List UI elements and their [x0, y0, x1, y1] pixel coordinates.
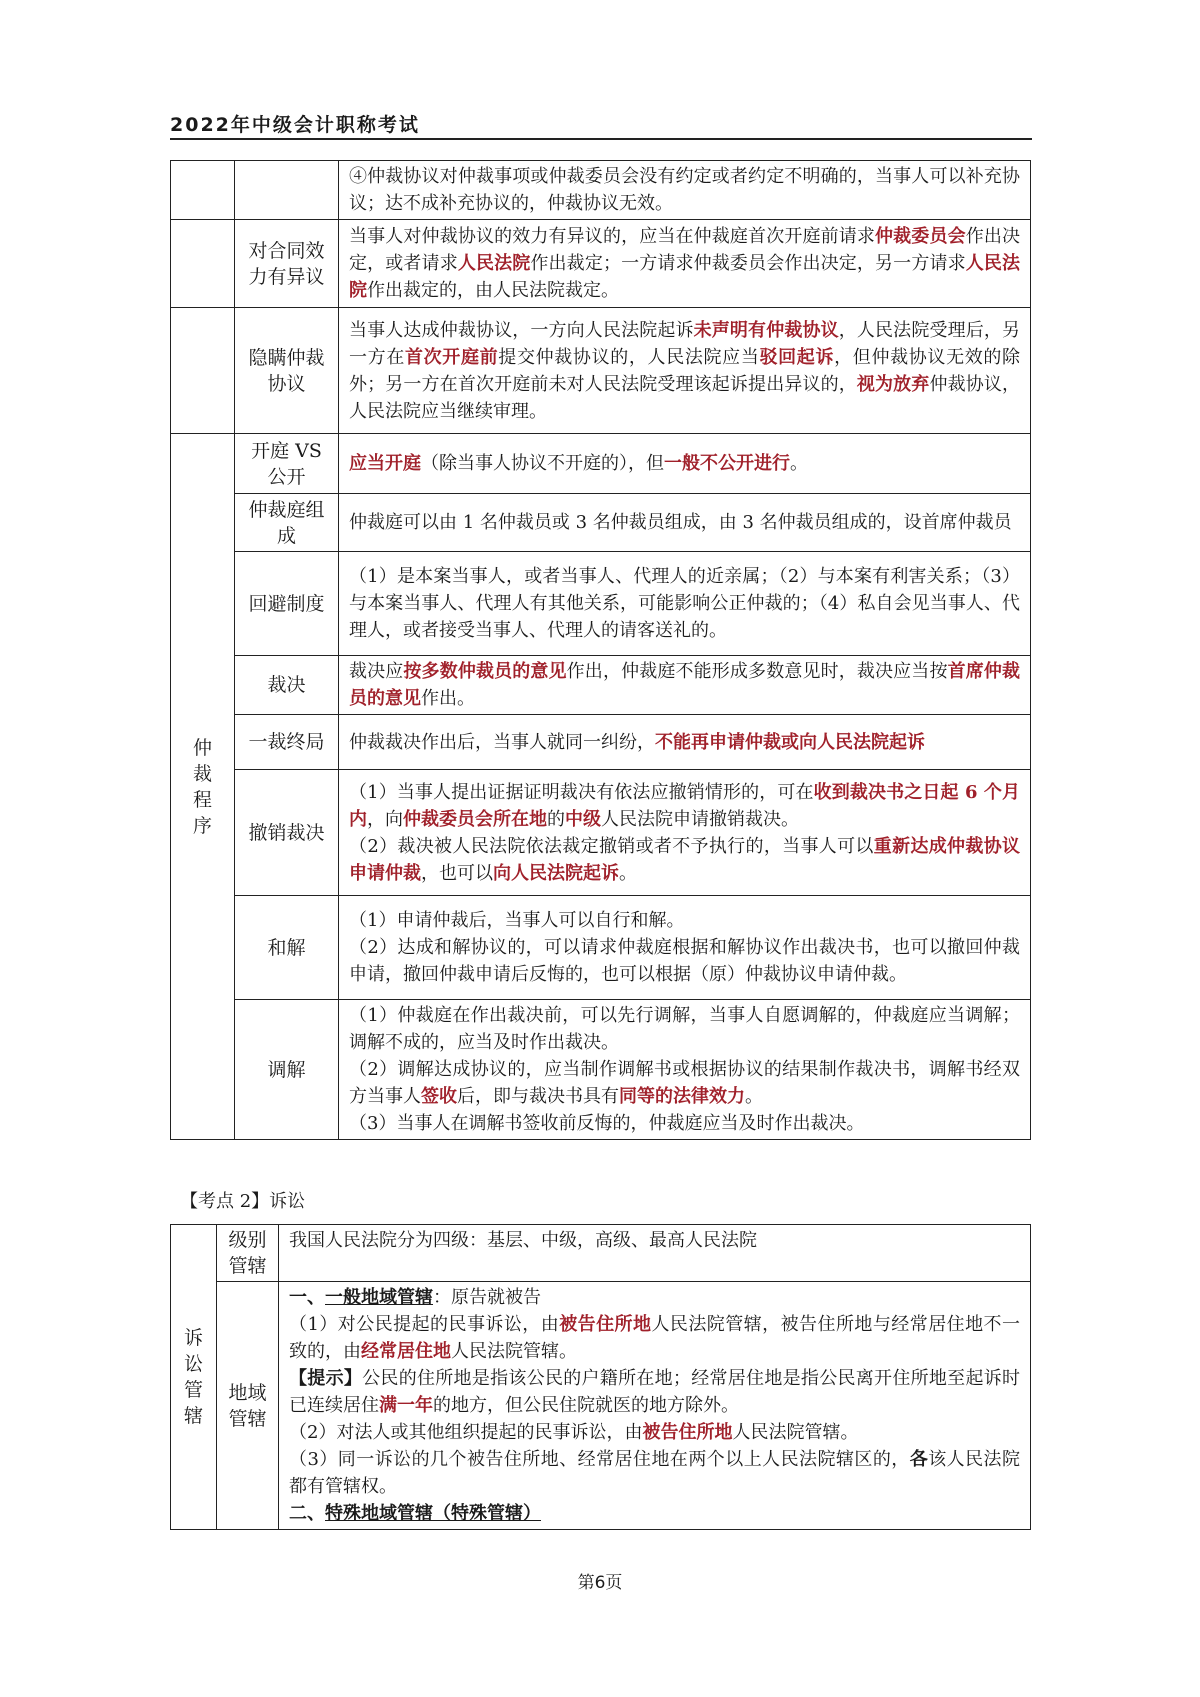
table-row: [171, 770, 1031, 896]
group-label-arbitration-procedure: 仲裁程序: [171, 434, 235, 1140]
table-row: [171, 715, 1031, 770]
table-row: [171, 1000, 1031, 1140]
row-content: （1）仲裁庭在作出裁决前，可以先行调解，当事人自愿调解的，仲裁庭应当调解；调解不成的，应当及时作出裁决。 （2）调解达成协议的，应当制作调解书或根据协议的结果制作裁决书，调解书经双方当事人签收后，即与裁决书具有同等的法律效力。 （3）当事人在调解书签收前反悔的，仲裁庭应当及时作出裁决。: [339, 1000, 1031, 1140]
row-label-concealed-agreement: 隐瞒仲裁协议: [235, 308, 339, 434]
empty-cell: [171, 161, 235, 220]
page-header-title: 2022年中级会计职称考试: [170, 114, 420, 136]
table-row: [171, 896, 1031, 1000]
row-label-settlement: 和解: [235, 896, 339, 1000]
empty-cell: [171, 220, 235, 308]
row-content: （1）当事人提出证据证明裁决有依法应撤销情形的，可在收到裁决书之日起 6 个月内，向仲裁委员会所在地的中级人民法院申请撤销裁决。 （2）裁决被人民法院依法裁定撤销或者不予执行的，当事人可以重新达成仲裁协议申请仲裁，也可以向人民法院起诉。: [339, 770, 1031, 896]
row-label-final-award: 一裁终局: [235, 715, 339, 770]
section-title: 【考点 2】诉讼: [180, 1191, 306, 1212]
row-label-hearing: 开庭 VS 公开: [235, 434, 339, 494]
arbitration-table: [170, 160, 1031, 1140]
row-label-level-jurisdiction: 级别管辖: [217, 1225, 279, 1282]
table-row: [171, 161, 1031, 220]
row-content: 裁决应按多数仲裁员的意见作出，仲裁庭不能形成多数意见时，裁决应当按首席仲裁员的意见作出。: [339, 656, 1031, 715]
row-content: （1）是本案当事人，或者当事人、代理人的近亲属；（2）与本案有利害关系；（3）与本案当事人、代理人有其他关系，可能影响公正仲裁的；（4）私自会见当事人、代理人，或者接受当事人、代理人的请客送礼的。: [339, 552, 1031, 656]
row-content: 应当开庭（除当事人协议不开庭的），但一般不公开进行。: [339, 434, 1031, 494]
row-label-validity-objection: 对合同效力有异议: [235, 220, 339, 308]
empty-cell: [235, 161, 339, 220]
row-content: 一、一般地域管辖：原告就被告 （1）对公民提起的民事诉讼，由被告住所地人民法院管辖，被告住所地与经常居住地不一致的，由经常居住地人民法院管辖。 【提示】公民的住所地是指该公民的户籍所在地；经常居住地是指公民离开住所地至起诉时已连续居住满一年的地方，但公民住院就医的地方除外。 （2）对法人或其他组织提起的民事诉讼，由被告住所地人民法院管辖。 （3）同一诉讼的几个被告住所地、经常居住地在两个以上人民法院辖区的，各该人民法院都有管辖权。 二、特殊地域管辖（特殊管辖）: [279, 1282, 1031, 1530]
row-content: 仲裁庭可以由 1 名仲裁员或 3 名仲裁员组成，由 3 名仲裁员组成的，设首席仲裁员: [339, 494, 1031, 552]
table-row: [171, 494, 1031, 552]
empty-cell: [171, 308, 235, 434]
row-label-tribunal: 仲裁庭组成: [235, 494, 339, 552]
table-row: [171, 552, 1031, 656]
table-row: [171, 220, 1031, 308]
row-label-revoke-award: 撤销裁决: [235, 770, 339, 896]
row-content: 当事人达成仲裁协议，一方向人民法院起诉未声明有仲裁协议，人民法院受理后，另一方在首次开庭前提交仲裁协议的，人民法院应当驳回起诉，但仲裁协议无效的除外；另一方在首次开庭前未对人民法院受理该起诉提出异议的，视为放弃仲裁协议，人民法院应当继续审理。: [339, 308, 1031, 434]
group-label-jurisdiction: 诉讼管辖: [171, 1225, 217, 1530]
row-content: （1）申请仲裁后，当事人可以自行和解。 （2）达成和解协议的，可以请求仲裁庭根据和解协议作出裁决书，也可以撤回仲裁申请，撤回仲裁申请后反悔的，也可以根据（原）仲裁协议申请仲裁。: [339, 896, 1031, 1000]
row-content: 当事人对仲裁协议的效力有异议的，应当在仲裁庭首次开庭前请求仲裁委员会作出决定，或者请求人民法院作出裁定；一方请求仲裁委员会作出决定，另一方请求人民法院作出裁定的，由人民法院裁定。: [339, 220, 1031, 308]
table-row: [171, 656, 1031, 715]
table-row: [171, 434, 1031, 494]
header-divider: [170, 138, 1032, 140]
row-content: 仲裁裁决作出后，当事人就同一纠纷，不能再申请仲裁或向人民法院起诉: [339, 715, 1031, 770]
row-label-recusal: 回避制度: [235, 552, 339, 656]
row-label-territorial-jurisdiction: 地域管辖: [217, 1282, 279, 1530]
table-row: [171, 1282, 1031, 1530]
table-row: [171, 1225, 1031, 1282]
row-label-award: 裁决: [235, 656, 339, 715]
row-content: 我国人民法院分为四级：基层、中级，高级、最高人民法院: [279, 1225, 1031, 1282]
table-row: [171, 308, 1031, 434]
litigation-table: [170, 1224, 1031, 1530]
row-label-mediation: 调解: [235, 1000, 339, 1140]
page-number: 第6页: [577, 1573, 623, 1593]
row-content: ④仲裁协议对仲裁事项或仲裁委员会没有约定或者约定不明确的，当事人可以补充协议；达不成补充协议的，仲裁协议无效。: [339, 161, 1031, 220]
